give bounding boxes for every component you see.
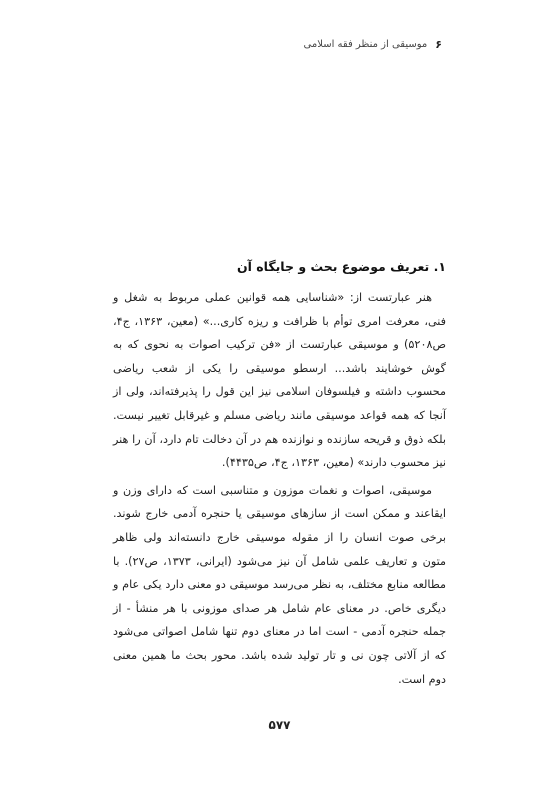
section-title: ۱. تعریف موضوع بحث و جایگاه آن — [236, 259, 446, 274]
body-text — [113, 257, 446, 691]
paragraph: هنر عبارتست از: «شناسایی همه قوانین عملی مربوط به شغل و فنی، معرفت امری توأم با ظرافت و ریزه کاری...» (معین، ۱۳۶۳، ج۴، ص۵۲۰۸) و موسیقی عبارتست از «فن ترکیب اصوات به نحوی که به گوش خوشایند باشد... ارسطو موسیقی را یکی از شعب ریاضی محسوب داشته و فیلسوفان اسلامی نیز این قول را پذیرفته‌اند، ولی از آنجا که همه قواعد موسیقی مانند ریاضی مسلم و غیرقابل تغییر نیست. بلکه ذوق و قریحه سازنده و نوازنده هم در آن دخالت تام دارد، آن را هنر نیز محسوب دارند» (معین، ۱۳۶۳، ج۴، ص۴۴۳۵). — [113, 291, 447, 470]
header-page-marker: ۶ — [435, 38, 442, 51]
paragraph: موسیقی، اصوات و نغمات موزون و متناسبی است که دارای وزن و ایقاعند و ممکن است از سازهای موسیقی یا حنجره آدمی خارج شوند. برخی صوت انسان را از مقوله موسیقی خارج دانسته‌اند ولی ظاهر متون و تعاریف علمی شامل آن نیز می‌شود (ایرانی، ۱۳۷۳، ص۲۷). با مطالعه منابع مختلف، به نظر می‌رسد موسیقی دو معنی دارد یکی عام و دیگری خاص. در معنای عام شامل هر صدای موزونی با هر منشأ - از جمله حنجره آدمی - است اما در معنای دوم تنها شامل اصواتی می‌شود که از آلاتی چون نی و تار تولید شده باشد. محور بحث ما همین معنی دوم است. — [113, 483, 446, 686]
running-header — [304, 38, 442, 51]
page-number: ۵۷۷ — [268, 718, 291, 732]
header-running-title: موسیقی از منظر فقه اسلامی — [303, 39, 428, 50]
